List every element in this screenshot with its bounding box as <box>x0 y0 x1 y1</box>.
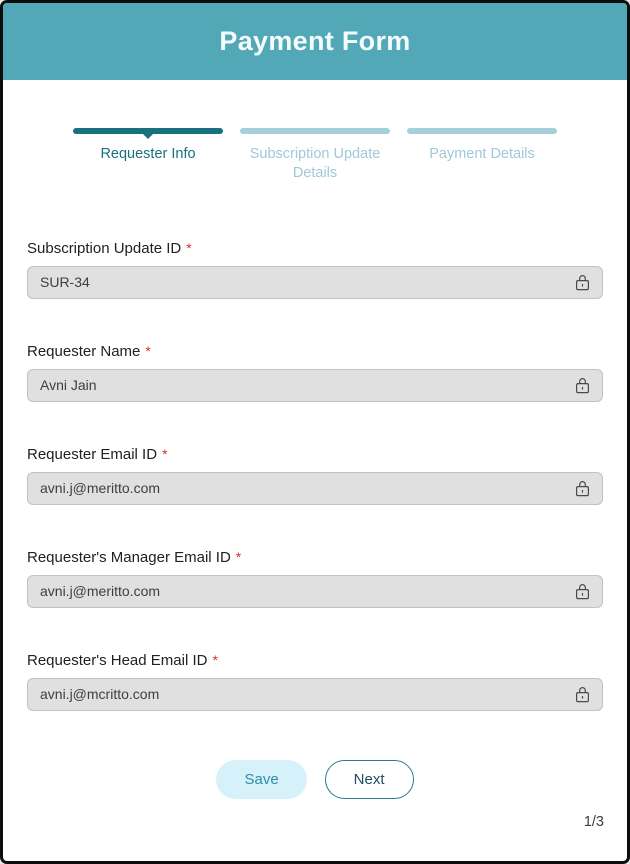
manager-email-input[interactable] <box>27 575 603 608</box>
step-bar <box>407 128 557 134</box>
stepper <box>3 128 627 183</box>
field-label <box>27 446 603 463</box>
field-requester-email-id <box>27 446 603 505</box>
field-label-text: Requester's Head Email ID <box>27 651 208 669</box>
field-label <box>27 240 603 257</box>
step-label: Requester Info <box>100 146 196 162</box>
required-asterisk: * <box>186 239 192 256</box>
field-requester-name <box>27 343 603 402</box>
required-asterisk: * <box>212 651 218 668</box>
field-label-text: Requester's Manager Email ID <box>27 548 231 566</box>
step-bar-active <box>73 128 223 134</box>
field-label <box>27 343 603 360</box>
requester-info-form <box>3 240 627 711</box>
next-button[interactable]: Next <box>325 760 414 799</box>
field-requesters-head-email-id <box>27 652 603 711</box>
field-label-text: Subscription Update ID <box>27 239 182 257</box>
requester-name-input[interactable] <box>27 369 603 402</box>
field-requesters-manager-email-id <box>27 549 603 608</box>
required-asterisk: * <box>162 445 168 462</box>
step-label: Subscription Update Details <box>249 146 381 181</box>
step-requester-info[interactable] <box>73 128 223 183</box>
lock-icon <box>575 480 590 497</box>
lock-icon <box>575 686 590 703</box>
field-label-text: Requester Email ID <box>27 445 158 463</box>
lock-icon <box>575 377 590 394</box>
lock-icon <box>575 583 590 600</box>
lock-icon <box>575 274 590 291</box>
field-label-text: Requester Name <box>27 342 141 360</box>
field-subscription-update-id <box>27 240 603 299</box>
field-label <box>27 549 603 566</box>
form-actions <box>3 760 627 799</box>
required-asterisk: * <box>235 548 242 565</box>
head-email-input[interactable] <box>27 678 603 711</box>
input-value: avni.j@mcritto.com <box>40 686 160 703</box>
page-title: Payment Form <box>219 26 411 56</box>
field-label <box>27 652 603 669</box>
input-value: avni.j@meritto.com <box>40 480 161 497</box>
step-bar <box>240 128 390 134</box>
step-subscription-update-details[interactable] <box>240 128 390 183</box>
step-payment-details[interactable] <box>407 128 557 183</box>
required-asterisk: * <box>145 342 151 359</box>
save-button[interactable]: Save <box>216 760 306 799</box>
input-value: SUR-34 <box>40 274 90 291</box>
step-label: Payment Details <box>429 146 535 162</box>
form-header <box>3 3 627 80</box>
input-value: avni.j@meritto.com <box>40 583 161 600</box>
subscription-update-id-input[interactable] <box>27 266 603 299</box>
requester-email-input[interactable] <box>27 472 603 505</box>
page-indicator: 1/3 <box>583 813 604 830</box>
input-value: Avni Jain <box>40 377 97 394</box>
